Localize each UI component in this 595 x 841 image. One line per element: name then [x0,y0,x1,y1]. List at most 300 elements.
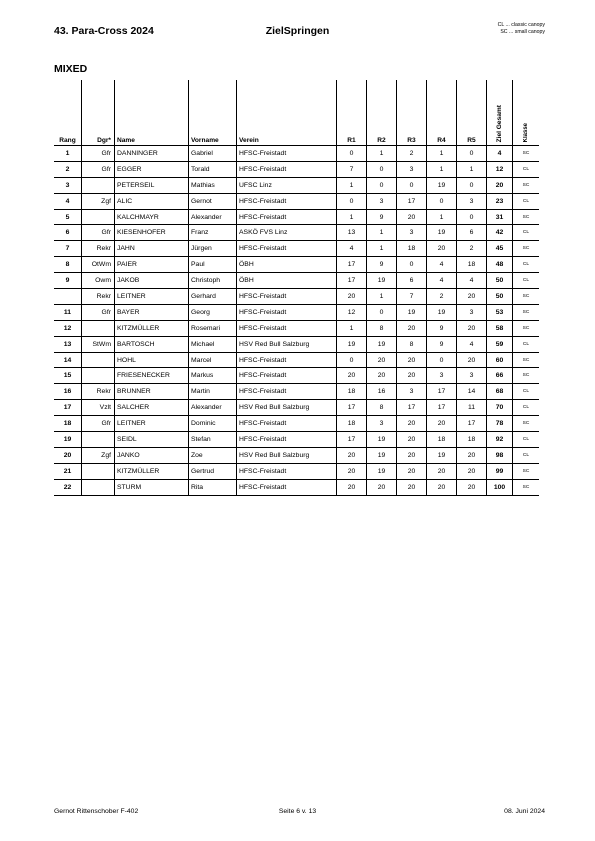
table-row [54,289,539,305]
cell-r4: 20 [427,463,457,479]
table-header-row [54,80,539,146]
cell-ziel-gesamt: 45 [487,241,513,257]
table-row [54,273,539,289]
cell-dgr [82,352,115,368]
cell-rang: 14 [54,352,82,368]
cell-verein: HSV Red Bull Salzburg [237,336,337,352]
cell-vorname: Zoe [189,447,237,463]
cell-r5: 0 [457,177,487,193]
cell-r3: 0 [397,177,427,193]
cell-rang: 7 [54,241,82,257]
cell-ziel-gesamt: 4 [487,146,513,162]
cell-vorname: Alexander [189,209,237,225]
cell-r3: 20 [397,209,427,225]
cell-r4: 1 [427,146,457,162]
cell-r1: 17 [337,432,367,448]
cell-vorname: Gabriel [189,146,237,162]
table-row [54,257,539,273]
cell-name: SEIDL [115,432,189,448]
cell-vorname: Gerhard [189,289,237,305]
cell-vorname: Dominic [189,416,237,432]
cell-r2: 9 [367,257,397,273]
cell-name: ALIC [115,193,189,209]
cell-rang: 19 [54,432,82,448]
cell-r1: 20 [337,479,367,495]
footer-page: Seite 6 v. 13 [278,808,317,815]
cell-rang: 18 [54,416,82,432]
cell-r5: 20 [457,447,487,463]
cell-rang: 2 [54,161,82,177]
cell-klasse: SC [513,209,540,225]
cell-r2: 19 [367,336,397,352]
cell-r1: 1 [337,320,367,336]
cell-r3: 8 [397,336,427,352]
cell-dgr: Owm [82,273,115,289]
cell-name: BARTOSCH [115,336,189,352]
cell-name: KITZMÜLLER [115,463,189,479]
cell-klasse: SC [513,479,540,495]
footer-author: Gernot Rittenschober F-402 [54,808,139,815]
cell-r3: 18 [397,241,427,257]
cell-rang: 11 [54,304,82,320]
col-header-r5: R5 [457,80,487,146]
cell-r4: 9 [427,336,457,352]
cell-klasse: SC [513,289,540,305]
cell-r5: 3 [457,193,487,209]
cell-klasse: CL [513,225,540,241]
cell-dgr: OtWm [82,257,115,273]
table-row [54,352,539,368]
cell-r2: 0 [367,161,397,177]
cell-r3: 0 [397,257,427,273]
cell-r4: 17 [427,400,457,416]
cell-ziel-gesamt: 42 [487,225,513,241]
cell-ziel-gesamt: 99 [487,463,513,479]
cell-r2: 3 [367,416,397,432]
legend-sc: SC ... small canopy [500,29,545,35]
cell-verein: HFSC-Freistadt [237,463,337,479]
cell-r2: 19 [367,432,397,448]
table-row [54,400,539,416]
cell-verein: HSV Red Bull Salzburg [237,447,337,463]
cell-r4: 4 [427,273,457,289]
table-row [54,225,539,241]
cell-ziel-gesamt: 70 [487,400,513,416]
cell-r3: 6 [397,273,427,289]
cell-vorname: Mathias [189,177,237,193]
cell-r4: 20 [427,416,457,432]
table-row [54,368,539,384]
cell-ziel-gesamt: 31 [487,209,513,225]
cell-dgr: StWm [82,336,115,352]
cell-r4: 19 [427,225,457,241]
cell-rang: 9 [54,273,82,289]
cell-r5: 20 [457,463,487,479]
cell-r5: 11 [457,400,487,416]
cell-name: KALCHMAYR [115,209,189,225]
cell-klasse: CL [513,273,540,289]
cell-klasse: CL [513,400,540,416]
cell-name: JAKOB [115,273,189,289]
cell-r4: 19 [427,304,457,320]
cell-name: EGGER [115,161,189,177]
cell-ziel-gesamt: 12 [487,161,513,177]
cell-r2: 1 [367,241,397,257]
cell-r3: 3 [397,161,427,177]
cell-klasse: SC [513,177,540,193]
col-header-rang: Rang [54,80,82,146]
cell-r1: 13 [337,225,367,241]
cell-name: JAHN [115,241,189,257]
cell-r2: 1 [367,146,397,162]
cell-verein: HFSC-Freistadt [237,193,337,209]
cell-ziel-gesamt: 53 [487,304,513,320]
table-row [54,416,539,432]
col-header-r4: R4 [427,80,457,146]
cell-dgr [82,432,115,448]
cell-verein: HFSC-Freistadt [237,432,337,448]
cell-klasse: CL [513,193,540,209]
cell-klasse: SC [513,368,540,384]
results-table [54,80,539,496]
table-row [54,161,539,177]
cell-r1: 20 [337,447,367,463]
cell-ziel-gesamt: 48 [487,257,513,273]
cell-ziel-gesamt: 60 [487,352,513,368]
cell-dgr: Vzlt [82,400,115,416]
cell-klasse: CL [513,161,540,177]
cell-r2: 1 [367,289,397,305]
cell-r1: 0 [337,193,367,209]
cell-r5: 1 [457,161,487,177]
cell-r1: 1 [337,177,367,193]
cell-r4: 19 [427,177,457,193]
cell-klasse: CL [513,336,540,352]
cell-ziel-gesamt: 68 [487,384,513,400]
cell-klasse: CL [513,447,540,463]
cell-r3: 20 [397,432,427,448]
cell-vorname: Michael [189,336,237,352]
cell-name: PAIER [115,257,189,273]
cell-dgr [82,177,115,193]
cell-vorname: Gertrud [189,463,237,479]
cell-r1: 19 [337,336,367,352]
cell-r5: 20 [457,479,487,495]
cell-klasse: SC [513,416,540,432]
cell-verein: HFSC-Freistadt [237,241,337,257]
cell-r5: 3 [457,304,487,320]
cell-r3: 3 [397,384,427,400]
cell-klasse: SC [513,320,540,336]
cell-r1: 20 [337,289,367,305]
cell-r1: 18 [337,384,367,400]
col-header-name: Name [115,80,189,146]
cell-dgr: Gfr [82,225,115,241]
cell-klasse: SC [513,304,540,320]
cell-r1: 4 [337,241,367,257]
cell-ziel-gesamt: 59 [487,336,513,352]
col-header-ziel-gesamt-label: Ziel Gesamt [496,104,503,142]
cell-r5: 18 [457,257,487,273]
table-row [54,320,539,336]
cell-name: HOHL [115,352,189,368]
cell-vorname: Alexander [189,400,237,416]
cell-vorname: Gernot [189,193,237,209]
cell-name: KITZMÜLLER [115,320,189,336]
table-row [54,241,539,257]
cell-rang: 5 [54,209,82,225]
cell-klasse: SC [513,463,540,479]
cell-dgr: Gfr [82,416,115,432]
col-header-r3: R3 [397,80,427,146]
cell-r4: 0 [427,193,457,209]
cell-name: DANNINGER [115,146,189,162]
cell-r1: 12 [337,304,367,320]
cell-r3: 20 [397,479,427,495]
cell-r1: 17 [337,400,367,416]
cell-r2: 16 [367,384,397,400]
cell-dgr [82,209,115,225]
cell-ziel-gesamt: 100 [487,479,513,495]
cell-r2: 20 [367,352,397,368]
cell-dgr: Rekr [82,384,115,400]
cell-rang: 15 [54,368,82,384]
cell-r1: 7 [337,161,367,177]
cell-rang: 20 [54,447,82,463]
cell-r5: 20 [457,320,487,336]
cell-verein: HFSC-Freistadt [237,384,337,400]
col-header-vorname: Vorname [189,80,237,146]
cell-ziel-gesamt: 78 [487,416,513,432]
cell-r2: 19 [367,463,397,479]
cell-r4: 17 [427,384,457,400]
cell-r3: 7 [397,289,427,305]
cell-r4: 18 [427,432,457,448]
cell-r5: 18 [457,432,487,448]
cell-r3: 17 [397,400,427,416]
cell-rang: 6 [54,225,82,241]
cell-r5: 6 [457,225,487,241]
cell-rang: 21 [54,463,82,479]
footer-date: 08. Juni 2024 [504,808,545,815]
cell-r3: 20 [397,368,427,384]
cell-rang: 12 [54,320,82,336]
cell-r1: 17 [337,273,367,289]
cell-r4: 20 [427,241,457,257]
cell-r5: 0 [457,209,487,225]
cell-name: LEITNER [115,416,189,432]
cell-ziel-gesamt: 20 [487,177,513,193]
cell-rang: 4 [54,193,82,209]
col-header-dgr: Dgr* [82,80,115,146]
cell-r1: 17 [337,257,367,273]
cell-dgr: Gfr [82,304,115,320]
event-title: 43. Para-Cross 2024 [54,25,154,37]
cell-vorname: Paul [189,257,237,273]
cell-r5: 4 [457,336,487,352]
table-row [54,479,539,495]
cell-r4: 2 [427,289,457,305]
cell-rang [54,289,82,305]
cell-r1: 0 [337,146,367,162]
cell-verein: HFSC-Freistadt [237,304,337,320]
cell-r2: 8 [367,320,397,336]
cell-r1: 20 [337,463,367,479]
cell-r4: 20 [427,479,457,495]
cell-ziel-gesamt: 23 [487,193,513,209]
cell-dgr [82,479,115,495]
cell-r2: 20 [367,479,397,495]
cell-r1: 20 [337,368,367,384]
col-header-verein: Verein [237,80,337,146]
cell-vorname: Stefan [189,432,237,448]
cell-vorname: Rita [189,479,237,495]
col-header-klasse [513,80,540,146]
cell-verein: HFSC-Freistadt [237,368,337,384]
cell-r1: 1 [337,209,367,225]
col-header-klasse-label: Klasse [523,122,529,142]
cell-r5: 14 [457,384,487,400]
table-row [54,384,539,400]
cell-rang: 22 [54,479,82,495]
cell-r2: 0 [367,304,397,320]
cell-r5: 2 [457,241,487,257]
cell-verein: HSV Red Bull Salzburg [237,400,337,416]
cell-r4: 1 [427,209,457,225]
cell-r5: 3 [457,368,487,384]
table-row [54,209,539,225]
cell-verein: ÖBH [237,273,337,289]
table-row [54,193,539,209]
cell-r4: 4 [427,257,457,273]
cell-r5: 20 [457,352,487,368]
cell-ziel-gesamt: 66 [487,368,513,384]
cell-r3: 2 [397,146,427,162]
cell-r2: 19 [367,447,397,463]
discipline-title: ZielSpringen [265,25,330,37]
cell-name: KIESENHOFER [115,225,189,241]
cell-r5: 20 [457,289,487,305]
cell-r3: 20 [397,320,427,336]
cell-dgr: Rekr [82,241,115,257]
legend-cl: CL ... classic canopy [497,22,545,28]
cell-r2: 3 [367,193,397,209]
cell-vorname: Franz [189,225,237,241]
cell-klasse: CL [513,432,540,448]
table-row [54,146,539,162]
cell-r4: 1 [427,161,457,177]
cell-verein: HFSC-Freistadt [237,352,337,368]
cell-r3: 3 [397,225,427,241]
class-legend [498,22,545,36]
cell-klasse: CL [513,384,540,400]
section-title: MIXED [54,63,88,75]
cell-klasse: SC [513,241,540,257]
cell-name: LEITNER [115,289,189,305]
table-row [54,304,539,320]
table-row [54,336,539,352]
cell-r2: 19 [367,273,397,289]
cell-vorname: Torald [189,161,237,177]
cell-r1: 18 [337,416,367,432]
cell-r2: 1 [367,225,397,241]
cell-dgr: Gfr [82,161,115,177]
cell-ziel-gesamt: 58 [487,320,513,336]
cell-rang: 3 [54,177,82,193]
cell-dgr: Zgf [82,447,115,463]
cell-ziel-gesamt: 98 [487,447,513,463]
cell-dgr [82,368,115,384]
cell-r3: 20 [397,447,427,463]
cell-verein: HFSC-Freistadt [237,479,337,495]
cell-vorname: Jürgen [189,241,237,257]
cell-verein: HFSC-Freistadt [237,209,337,225]
cell-vorname: Rosemari [189,320,237,336]
cell-vorname: Markus [189,368,237,384]
cell-name: BRUNNER [115,384,189,400]
cell-klasse: SC [513,146,540,162]
cell-verein: HFSC-Freistadt [237,146,337,162]
cell-name: PETERSEIL [115,177,189,193]
cell-vorname: Georg [189,304,237,320]
cell-name: FRIESENECKER [115,368,189,384]
cell-verein: HFSC-Freistadt [237,289,337,305]
cell-r3: 20 [397,463,427,479]
cell-klasse: SC [513,352,540,368]
cell-r5: 17 [457,416,487,432]
cell-dgr: Gfr [82,146,115,162]
cell-r2: 20 [367,368,397,384]
cell-ziel-gesamt: 92 [487,432,513,448]
cell-r3: 20 [397,352,427,368]
cell-dgr: Rekr [82,289,115,305]
cell-rang: 13 [54,336,82,352]
cell-r2: 0 [367,177,397,193]
cell-name: SALCHER [115,400,189,416]
cell-rang: 1 [54,146,82,162]
cell-verein: HFSC-Freistadt [237,416,337,432]
cell-klasse: CL [513,257,540,273]
cell-name: JANKO [115,447,189,463]
cell-r4: 3 [427,368,457,384]
cell-r1: 0 [337,352,367,368]
table-row [54,447,539,463]
cell-rang: 16 [54,384,82,400]
table-row [54,463,539,479]
col-header-r1: R1 [337,80,367,146]
cell-vorname: Martin [189,384,237,400]
cell-r4: 9 [427,320,457,336]
cell-ziel-gesamt: 50 [487,289,513,305]
cell-r4: 0 [427,352,457,368]
cell-r2: 9 [367,209,397,225]
cell-r4: 19 [427,447,457,463]
cell-verein: ÖBH [237,257,337,273]
cell-verein: HFSC-Freistadt [237,161,337,177]
cell-r3: 20 [397,416,427,432]
col-header-ziel-gesamt [487,80,513,146]
cell-ziel-gesamt: 50 [487,273,513,289]
cell-verein: HFSC-Freistadt [237,320,337,336]
cell-r3: 17 [397,193,427,209]
cell-name: BAYER [115,304,189,320]
table-row [54,432,539,448]
cell-name: STURM [115,479,189,495]
cell-r3: 19 [397,304,427,320]
col-header-r2: R2 [367,80,397,146]
cell-r5: 4 [457,273,487,289]
cell-verein: UFSC Linz [237,177,337,193]
